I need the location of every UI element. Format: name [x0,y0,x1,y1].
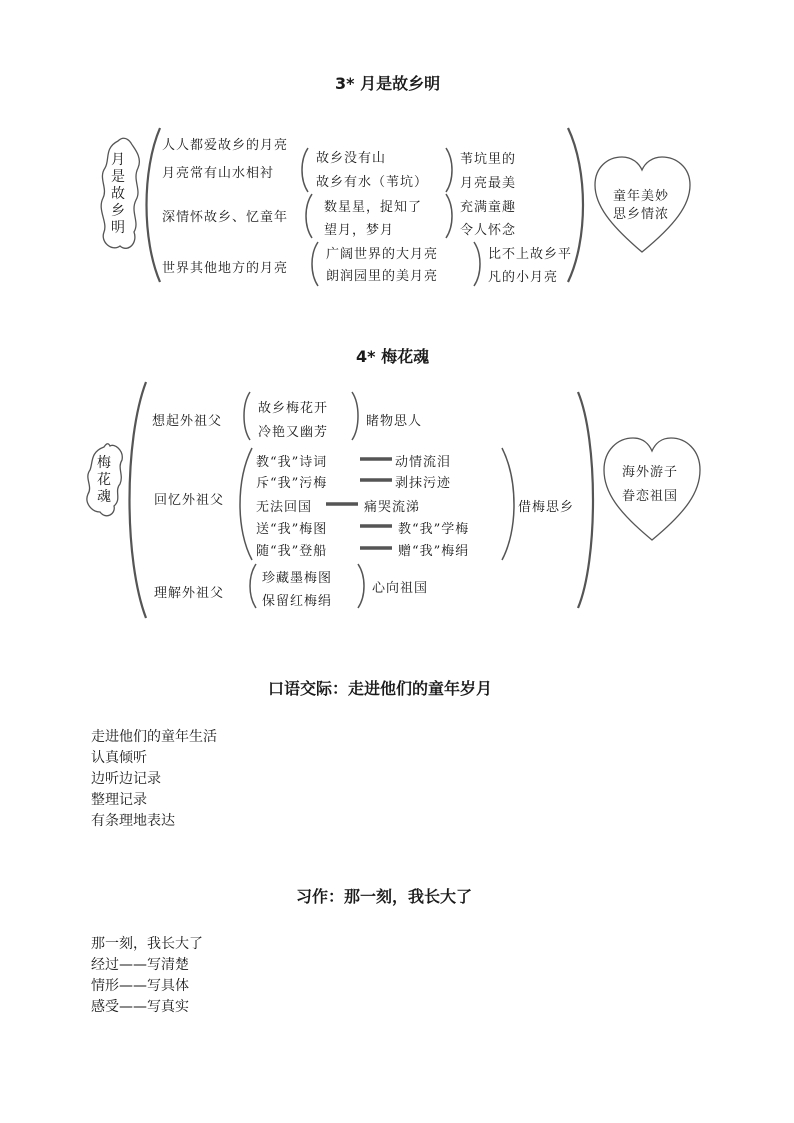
sub-item: 故乡梅花开 [258,401,329,416]
paren-left [312,242,318,286]
heart-text: 童年美妙 [613,189,670,204]
branch-label: 人人都爱故乡的月亮 [162,138,289,153]
result-text: 教“我”学梅 [398,522,470,537]
heart-text: 海外游子 [622,465,679,480]
sub-item: 斥“我”污梅 [256,476,328,491]
sub-item: 送“我”梅图 [256,522,328,537]
big-left-brace [147,128,161,282]
list-item: 走进他们的童年生活 [91,729,217,745]
central-node-label: 梅花魂 [97,455,111,505]
bracket-right [502,448,514,560]
result-text: 令人怀念 [460,223,517,238]
branch-label: 月亮常有山水相衬 [162,166,275,181]
result-text: 心向祖国 [372,581,429,596]
list-item: 边听边记录 [91,771,161,787]
sub-item: 故乡没有山 [316,151,387,166]
sub-item: 教“我”诗词 [256,455,328,470]
sub-item: 朗润园里的美月亮 [326,269,439,284]
heart-text: 眷恋祖国 [622,489,679,504]
sub-item: 广阔世界的大月亮 [326,247,439,262]
result-text: 动情流泪 [395,455,452,470]
sub-item: 数星星，捉知了 [324,200,423,215]
paren-right [446,148,452,192]
branch-label: 世界其他地方的月亮 [162,261,289,276]
sub-item: 故乡有水（苇坑） [316,175,429,190]
list-item: 经过——写清楚 [91,957,189,973]
summary-text: 借梅思乡 [518,500,575,515]
section-title: 口语交际：走进他们的童年岁月 [268,679,493,698]
paren-left [244,392,250,440]
paren-left [302,148,308,192]
paren-right [352,392,358,440]
branch-label: 深情怀故乡、忆童年 [162,210,289,225]
list-item: 有条理地表达 [91,813,175,829]
list-item: 感受——写真实 [91,999,189,1015]
branch-label: 理解外祖父 [154,586,225,601]
sub-item: 无法回国 [256,500,313,515]
heart-text: 思乡情浓 [613,207,670,222]
result-text: 充满童趣 [460,200,517,215]
result-text: 苇坑里的 [460,152,517,167]
result-text: 睹物思人 [366,414,423,429]
list-item: 情形——写具体 [91,978,189,994]
sub-item: 保留红梅绢 [262,594,333,609]
paren-right [358,564,364,608]
central-node-label: 月是故乡明 [111,152,125,236]
branch-label: 回忆外祖父 [154,493,225,508]
sub-item: 随“我”登船 [256,544,328,559]
bracket-left [240,448,252,560]
paren-right [474,242,480,286]
big-right-brace [578,392,593,608]
result-text: 比不上故乡平 [488,247,573,262]
result-text: 凡的小月亮 [488,270,559,285]
list-item: 整理记录 [91,792,147,808]
result-text: 痛哭流涕 [364,500,421,515]
section-title: 习作：那一刻，我长大了 [296,887,473,906]
list-item: 那一刻，我长大了 [91,936,203,952]
list-item: 认真倾听 [91,750,147,766]
result-text: 赠“我”梅绢 [398,544,470,559]
paren-left [306,194,312,238]
section-title: 4* 梅花魂 [356,347,430,366]
paren-left [250,564,256,608]
section-title: 3* 月是故乡明 [335,74,441,93]
big-left-brace [130,382,147,618]
result-text: 月亮最美 [460,176,517,191]
sub-item: 冷艳又幽芳 [258,425,329,440]
sub-item: 珍藏墨梅图 [262,571,333,586]
sub-item: 望月，梦月 [324,223,395,238]
branch-label: 想起外祖父 [152,414,223,429]
result-text: 剥抹污迹 [395,476,452,491]
paren-right [446,194,452,238]
